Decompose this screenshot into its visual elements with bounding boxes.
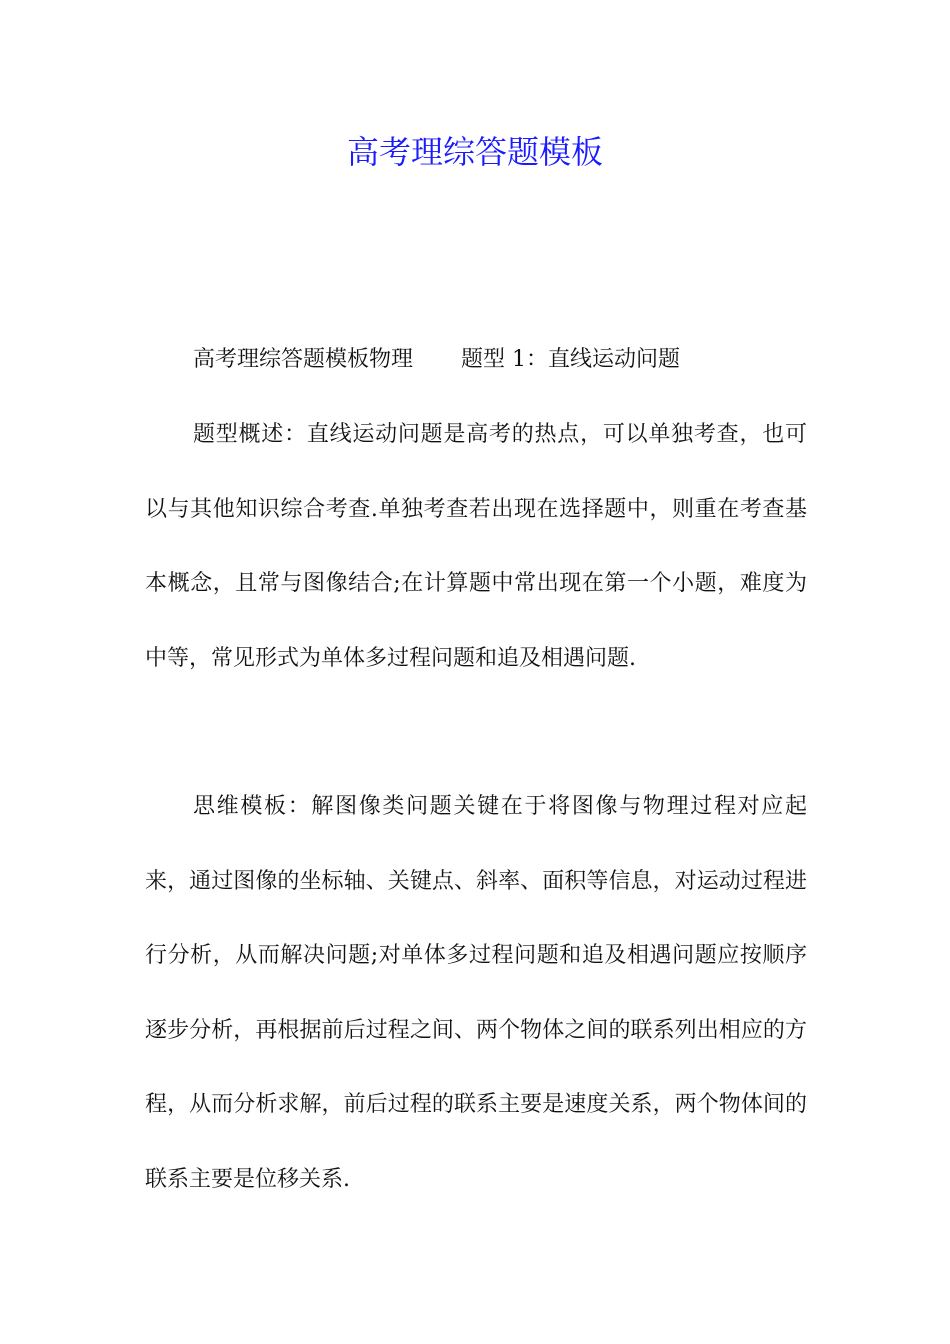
section-heading [145,323,807,398]
question-type-label: 题型 1：直线运动问题 [461,347,681,372]
document-title: 高考理综答题模板 [346,133,603,171]
overview-paragraph: 题型概述：直线运动问题是高考的热点，可以单独考查，也可以与其他知识综合考查.单独考查若出现在选择题中，则重在考查基本概念，且常与图像结合;在计算题中常出现在第一个小题，难度为中等，常见形式为单体多过程问题和追及相遇问题. [145,422,807,671]
subject-label: 高考理综答题模板物理 [193,347,414,372]
thinking-template-paragraph: 思维模板：解图像类问题关键在于将图像与物理过程对应起来，通过图像的坐标轴、关键点、斜率、面积等信息，对运动过程进行分析，从而解决问题;对单体多过程问题和追及相遇问题应按顺序逐步分析，再根据前后过程之间、两个物体之间的联系列出相应的方程，从而分析求解，前后过程的联系主要是速度关系，两个物体间的联系主要是位移关系. [145,794,807,1192]
